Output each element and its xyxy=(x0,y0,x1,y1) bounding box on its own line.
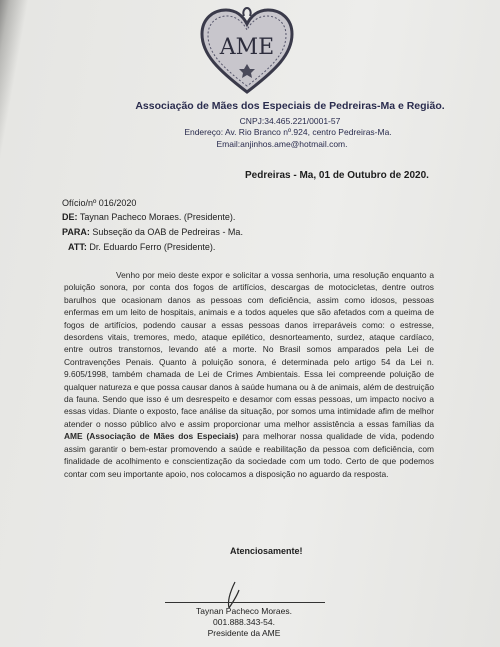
body-text: Venho por meio deste expor e solicitar a vossa senhoria, uma resolução enquanto a poluição sonora, por conta dos fogos de artifícios, descargas de motocicletas, dentre outros barulhos que ocasionam danos as pessoas com deficiência, assim como idosos, pessoas enfermas em um leito de hospitais, animais e a todos aqueles que são afetados com a queima de fogos de artifícios, podendo causar a essas pessoas danos irreparáveis como: o estresse, desordens vitais, tremores, medo, ataque epilético, desnorteamento, surdez, ataque cardíaco, entre outros transtornos, levando até a morte. No Brasil somos amparados pela Lei de Contravenções Penais. Quanto à poluição sonora, é determinada pelo artigo 54 da Lei n. 9.605/1998, também chamada de Lei de Crimes Ambientais. Essa lei compreende poluição de qualquer natureza e que possa causar danos à saúde humana ou à de animais, além de destruição da fauna. Sendo que isso é um desrespeito e desamor com essas pessoas, um impacto nocivo a essas vidas. Diante o exposto, face análise da situação, por somos uma intimidade afim de melhor atender o nosso público alvo e assim proporcionar uma melhor assistência a essas famílias da xyxy=(64,270,434,429)
signer-name: Taynan Pacheco Moraes. xyxy=(196,606,292,616)
from-line xyxy=(62,212,235,222)
ame-heart-logo xyxy=(198,6,296,96)
oficio-number: Ofício/nº 016/2020 xyxy=(62,198,137,208)
org-cnpj: CNPJ:34.465.221/0001-57 xyxy=(239,116,341,126)
body-bold-text: AME (Associação de Mães dos Especiais) xyxy=(64,431,239,442)
from-label: DE: xyxy=(62,212,78,222)
logo-text: AME xyxy=(219,35,275,60)
body-text-end: para melhorar nossa qualidade de vida, podendo assim garantir o bem-estar promovendo a saúde e reabilitação da pessoa com deficiência, com finalidade de acolhimento e conscientização da sociedade com um todo. Certo de que podemos contar com seu importante apoio, nos colocamos a disposição no aguardo da resposta. xyxy=(64,431,434,479)
signature-line xyxy=(165,602,325,603)
signer-role: Presidente da AME xyxy=(207,628,281,638)
closing-salutation: Atenciosamente! xyxy=(230,546,303,556)
org-address: Endereço: Av. Rio Branco nº.924, centro Pedreiras-Ma. xyxy=(184,127,392,137)
to-value: Subseção da OAB de Pedreiras - Ma. xyxy=(92,227,243,237)
attention-value: Dr. Eduardo Ferro (Presidente). xyxy=(89,242,216,252)
letter-date: Pedreiras - Ma, 01 de Outubro de 2020. xyxy=(245,170,429,181)
from-value: Taynan Pacheco Moraes. (Presidente). xyxy=(79,212,236,222)
org-email: Email:anjinhos.ame@hotmail.com. xyxy=(216,139,348,149)
to-label: PARA: xyxy=(62,227,90,237)
letter-body xyxy=(64,269,434,480)
attention-label: ATT: xyxy=(68,242,87,252)
body-paragraph xyxy=(64,269,434,480)
org-name: Associação de Mães dos Especiais de Pedreiras-Ma e Região. xyxy=(135,100,445,112)
attention-line xyxy=(68,242,215,252)
to-line xyxy=(62,227,243,237)
signer-id: 001.888.343-54. xyxy=(213,617,275,627)
